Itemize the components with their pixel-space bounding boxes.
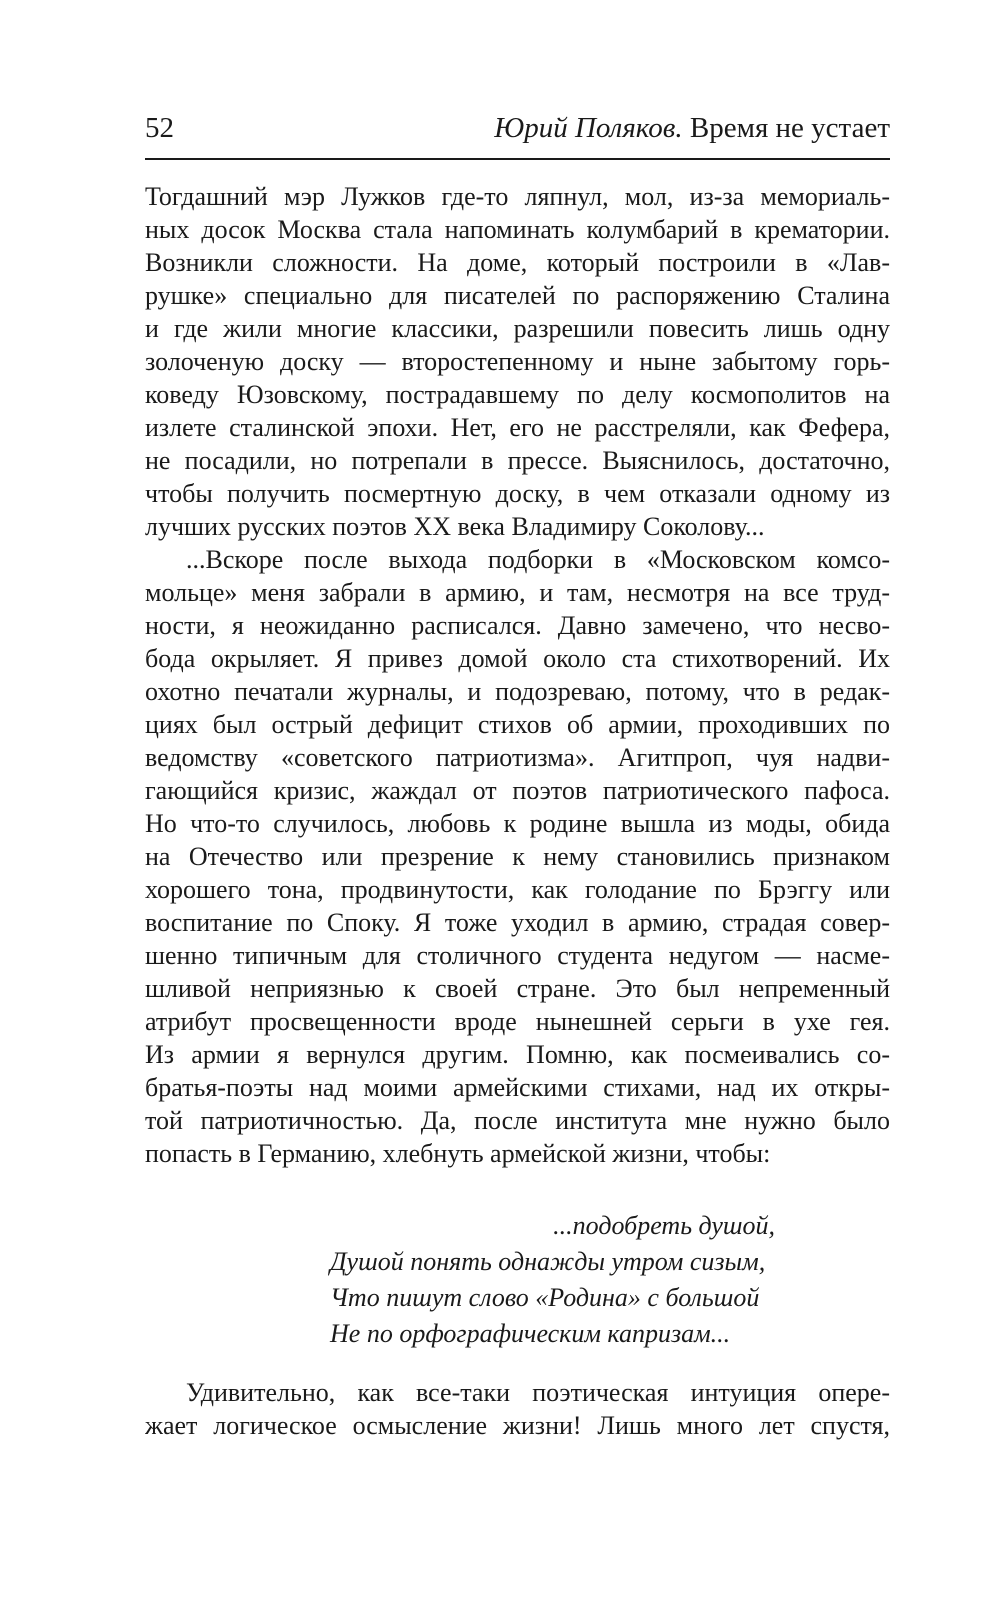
text-line: шенно типичным для столичного студента недугом — насме- (145, 941, 890, 970)
text-line: Удивительно, как все-таки поэтическая интуиция опере- (186, 1378, 890, 1407)
text-line: излете сталинской эпохи. Нет, его не расстреляли, как Фефера, (145, 413, 890, 442)
poem-line: Душой понять однажды утром сизым, (330, 1247, 766, 1276)
text-line: братья-поэты над моими армейскими стихами, над их откры- (145, 1073, 890, 1102)
text-line: атрибут просвещенности вроде нынешней серьги в ухе гея. (145, 1007, 890, 1036)
text-line: и где жили многие классики, разрешили повесить лишь одну (145, 314, 890, 343)
text-line: Но что-то случилось, любовь к родине вышла из моды, обида (145, 809, 890, 838)
text-line: ...Вскоре после выхода подборки в «Московском комсо- (186, 545, 890, 574)
text-line: лучших русских поэтов XX века Владимиру Соколову... (145, 512, 765, 541)
page-number: 52 (145, 112, 174, 144)
text-line: бода окрыляет. Я привез домой около ста стихотворений. Их (145, 644, 890, 673)
text-line: Возникли сложности. На доме, который построили в «Лав- (145, 248, 890, 277)
header-rule (145, 158, 890, 160)
closing-text (145, 1376, 890, 1442)
text-line: ведомству «советского патриотизма». Агитпроп, чуя надви- (145, 743, 890, 772)
text-line: мольце» меня забрали в армию, и там, несмотря на все труд- (145, 578, 890, 607)
poem-line: Что пишут слово «Родина» с большой (330, 1283, 760, 1312)
text-line: золоченую доску — второстепенному и ныне забытому горь- (145, 347, 890, 376)
text-line: хорошего тона, продвинутости, как голодание по Брэггу или (145, 875, 890, 904)
text-line: ности, я неожиданно расписался. Давно замечено, что несво- (145, 611, 890, 640)
text-line: рушке» специально для писателей по распоряжению Сталина (145, 281, 890, 310)
text-line: Тогдашний мэр Лужков где-то ляпнул, мол, из-за мемориаль- (145, 182, 890, 211)
text-line: жает логическое осмысление жизни! Лишь много лет спустя, (145, 1411, 890, 1440)
text-line: Из армии я вернулся другим. Помню, как посмеивались со- (145, 1040, 890, 1069)
text-line: ных досок Москва стала напоминать колумбарий в крематории. (145, 215, 890, 244)
text-line: коведу Юзовскому, пострадавшему по делу космополитов на (145, 380, 890, 409)
running-title-book: Время не устает (682, 112, 890, 144)
text-line: охотно печатали журналы, и подозреваю, потому, что в редак- (145, 677, 890, 706)
poem-line: ...подобреть душой, (553, 1211, 775, 1240)
main-text (145, 180, 890, 1170)
running-head (145, 106, 890, 150)
poem-quote (330, 1208, 790, 1352)
text-line: шливой неприязнью к своей стране. Это был непременный (145, 974, 890, 1003)
text-line: на Отечество или презрение к нему становились признаком (145, 842, 890, 871)
text-line: попасть в Германию, хлебнуть армейской жизни, чтобы: (145, 1139, 771, 1168)
text-line: чтобы получить посмертную доску, в чем отказали одному из (145, 479, 890, 508)
text-line: циях был острый дефицит стихов об армии, проходивших по (145, 710, 890, 739)
poem-line: Не по орфографическим капризам... (330, 1319, 731, 1348)
text-line: гающийся кризис, жаждал от поэтов патриотического пафоса. (145, 776, 890, 805)
running-title (494, 106, 890, 150)
running-title-author: Юрий Поляков. (494, 112, 683, 144)
text-line: той патриотичностью. Да, после института мне нужно было (145, 1106, 890, 1135)
text-line: воспитание по Споку. Я тоже уходил в армию, страдая совер- (145, 908, 890, 937)
text-line: не посадили, но потрепали в прессе. Выяснилось, достаточно, (145, 446, 890, 475)
